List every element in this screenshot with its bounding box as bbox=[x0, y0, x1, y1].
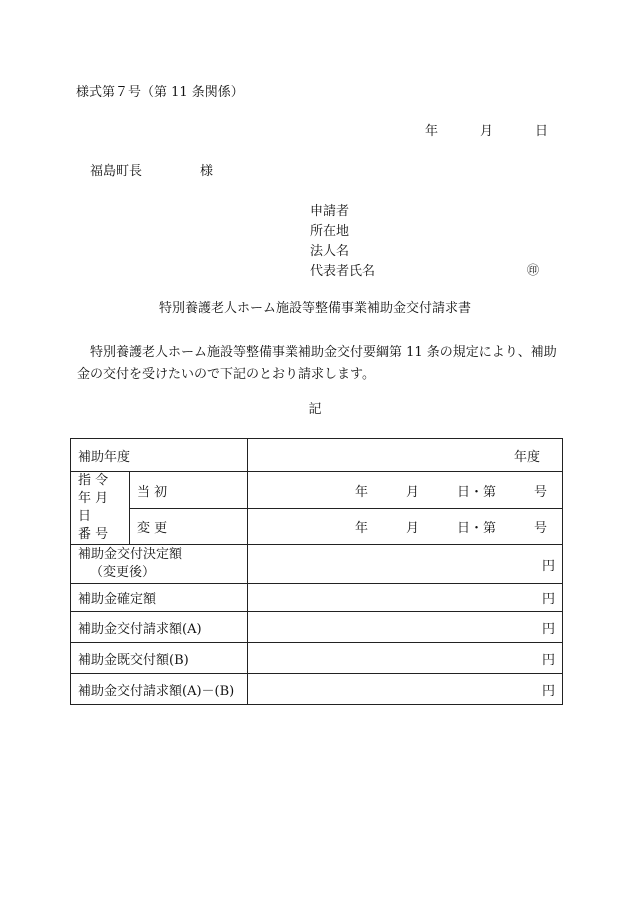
body-text: 特別養護老人ホーム施設等整備事業補助金交付要綱第 11 条の規定により、補助金の交付を受けたいので下記のとおり請求します。 bbox=[77, 345, 557, 382]
changed-date-number bbox=[248, 509, 563, 545]
seal-mark-icon: ㊞ bbox=[527, 263, 540, 277]
yen-unit: 円 bbox=[248, 584, 563, 612]
addressee-honorific: 様 bbox=[200, 164, 214, 179]
table-row bbox=[71, 674, 563, 705]
table-row bbox=[71, 612, 563, 643]
already-paid-label: 補助金既交付額(B) bbox=[71, 643, 248, 674]
applicant-block bbox=[310, 204, 375, 284]
request-amount-label: 補助金交付請求額(A) bbox=[71, 612, 248, 643]
form-number-label: 様式第７号（第 11 条関係） bbox=[76, 85, 244, 100]
month-label: 月 bbox=[406, 521, 420, 537]
date-year-label: 年 bbox=[425, 124, 439, 139]
order-header-line: 指 令 bbox=[78, 473, 109, 488]
date-month-label: 月 bbox=[480, 124, 494, 139]
order-header-line: 年 月 日 bbox=[78, 491, 109, 524]
table-row bbox=[71, 472, 563, 509]
decision-label: 補助金交付決定額 bbox=[78, 547, 183, 562]
addressee-name: 福島町長 bbox=[90, 164, 143, 179]
document-title: 特別養護老人ホーム施設等整備事業補助金交付請求書 bbox=[158, 301, 471, 316]
changed-label: 変 更 bbox=[130, 509, 248, 545]
order-header-line: 番 号 bbox=[78, 527, 109, 542]
subsidy-year-label: 補助年度 bbox=[71, 439, 248, 472]
day-number-label: 日・第 bbox=[456, 484, 496, 500]
initial-date-number bbox=[248, 472, 563, 509]
table-row bbox=[71, 643, 563, 674]
address-label: 所在地 bbox=[310, 224, 350, 239]
year-label: 年 bbox=[355, 484, 369, 500]
confirmed-amount-label: 補助金確定額 bbox=[71, 584, 248, 612]
request-table bbox=[70, 438, 563, 705]
applicant-heading: 申請者 bbox=[310, 204, 350, 219]
decision-sub-label: （変更後） bbox=[90, 565, 156, 580]
go-label: 号 bbox=[533, 484, 547, 500]
day-number-label: 日・第 bbox=[456, 521, 496, 537]
difference-amount-label: 補助金交付請求額(A)－(B) bbox=[71, 674, 248, 705]
initial-label: 当 初 bbox=[130, 472, 248, 509]
subsidy-year-unit: 年度 bbox=[248, 439, 563, 472]
date-day-label: 日 bbox=[535, 124, 549, 139]
yen-unit: 円 bbox=[248, 643, 563, 674]
table-row bbox=[71, 584, 563, 612]
ki-heading: 記 bbox=[308, 402, 322, 417]
month-label: 月 bbox=[406, 484, 420, 500]
yen-unit: 円 bbox=[248, 545, 563, 584]
order-date-number-header bbox=[71, 472, 130, 545]
corporation-name-label: 法人名 bbox=[310, 244, 350, 259]
year-label: 年 bbox=[355, 521, 369, 537]
table-row bbox=[71, 545, 563, 584]
yen-unit: 円 bbox=[248, 674, 563, 705]
representative-name-label: 代表者氏名 bbox=[310, 264, 376, 279]
yen-unit: 円 bbox=[248, 612, 563, 643]
decision-amount-label bbox=[71, 545, 248, 584]
table-row bbox=[71, 439, 563, 472]
table-row bbox=[71, 509, 563, 545]
go-label: 号 bbox=[533, 521, 547, 537]
